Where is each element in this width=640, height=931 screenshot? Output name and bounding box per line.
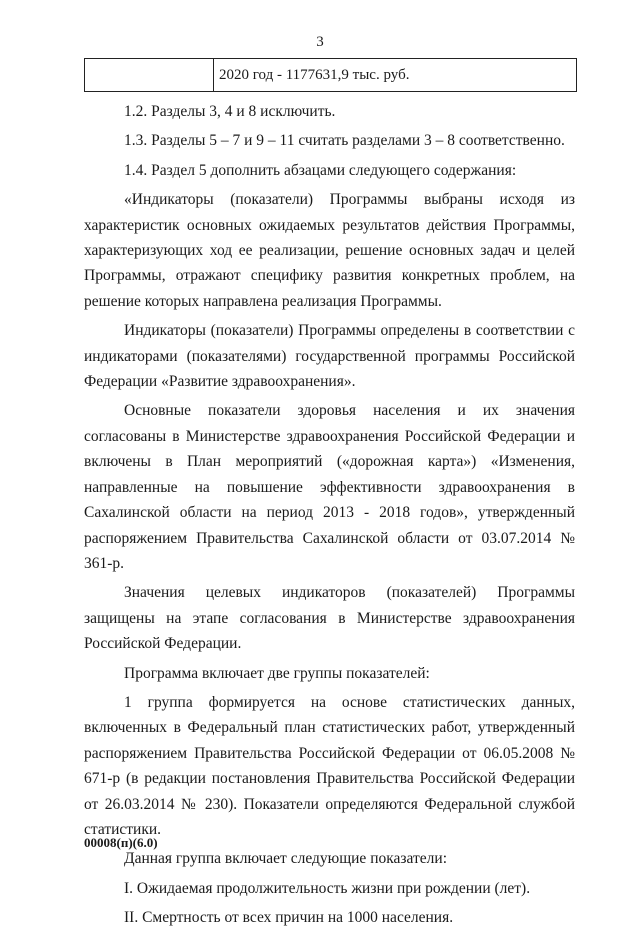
page-number: 3 <box>316 34 324 50</box>
document-body <box>84 99 575 931</box>
list-item-life-expectancy: I. Ожидаемая продолжительность жизни при рождении (лет). <box>124 879 531 897</box>
footer-code: 00008(п)(6.0) <box>84 835 158 850</box>
table-cell-budget: 2020 год - 1177631,9 тыс. руб. <box>219 67 410 83</box>
paragraph-1-3: 1.3. Разделы 5 – 7 и 9 – 11 считать разделами 3 – 8 соответственно. <box>124 132 565 150</box>
table-cell-empty <box>85 59 214 91</box>
table-row <box>84 58 577 92</box>
paragraph-target-values: Значения целевых индикаторов (показателей) Программы защищены на этапе согласования в Министерстве здравоохранения Российской Федерации. <box>84 584 575 653</box>
paragraph-group-1: 1 группа формируется на основе статистических данных, включенных в Федеральный план статистических работ, утвержденный распоряжением Правительства Российской Федерации от 06.05.2008 № 671-р (в редакции постановления Правительства Российской Федерации от 26.03.2014 № 230). Показатели определяются Федеральной службой статистики. <box>84 693 575 838</box>
paragraph-1-4: 1.4. Раздел 5 дополнить абзацами следующего содержания: <box>124 161 517 179</box>
paragraph-health-indicators: Основные показатели здоровья населения и их значения согласованы в Министерстве здравоохранения Российской Федерации и включены в План мероприятий («дорожная карта») «Изменения, направленные на повышение эффективности здравоохранения в Сахалинской области на период 2013 - 2018 годов», утвержденный распоряжением Правительства Сахалинской области от 03.07.2014 № 361-р. <box>84 402 575 572</box>
list-item-mortality: II. Смертность от всех причин на 1000 населения. <box>124 909 454 927</box>
paragraph-indicators-selection: «Индикаторы (показатели) Программы выбраны исходя из характеристик основных ожидаемых результатов действия Программы, характеризующих ход ее реализации, решение основных задач и целей Программы, отражают специфику развития конкретных проблем, на решение которых направлена реализация Программы. <box>84 191 575 310</box>
paragraph-1-2: 1.2. Разделы 3, 4 и 8 исключить. <box>124 103 336 120</box>
paragraph-group-includes: Данная группа включает следующие показатели: <box>124 850 448 868</box>
paragraph-indicators-defined: Индикаторы (показатели) Программы определены в соответствии с индикаторами (показателями) государственной программы Российской Федерации «Развитие здравоохранения». <box>84 322 575 391</box>
paragraph-two-groups: Программа включает две группы показателей: <box>124 664 430 682</box>
